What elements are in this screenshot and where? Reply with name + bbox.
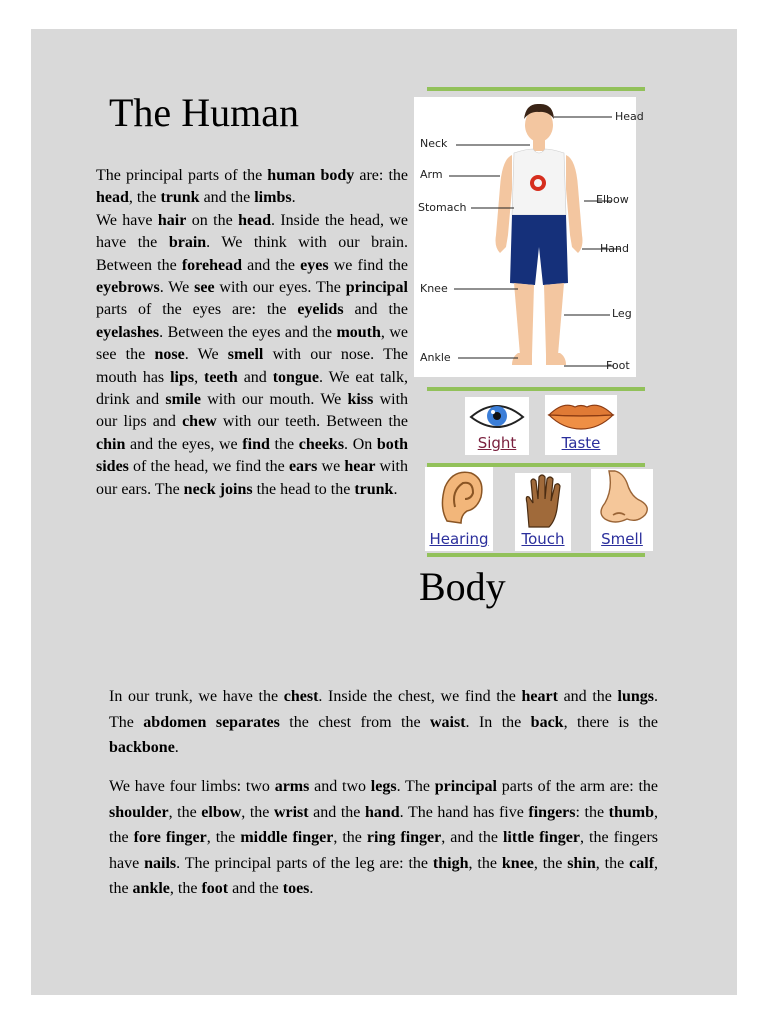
key-term: brain [168,234,207,252]
key-term: eyes [300,256,329,274]
document-page [31,29,737,995]
key-term: legs [370,778,397,795]
key-term: teeth [204,368,238,386]
paragraph-trunk: In our trunk, we have the chest. Inside the chest, we find the heart and the lungs. The abdomen separates the chest from the waist. In the back, there is the backbone. [109,688,659,757]
trunk-description [109,684,658,761]
key-term: eyelids [297,301,344,319]
title-the-human: The Human [109,90,299,135]
caption-taste: Taste [561,434,601,452]
key-term: cheeks [298,435,345,453]
key-term: fore finger [133,829,207,847]
key-term: principal [345,279,408,297]
paragraph-head-parts: We have hair on the head. Inside the head, we have the brain. We think with our brain. Between the forehead and the eyes we find the eyebrows. We see with our eyes. The principal parts of the eyes are: the eyelids and the eyelashes. Between the eyes and the mouth, we see the nose. We smell with our nose. The mouth has lips, teeth and tongue. We eat talk, drink and smile with our mouth. We kiss with our lips and chew with our teeth. Between the chin and the eyes, we find the cheeks. On both sides of the head, we find the ears we hear with our ears. The neck joins the head to the trunk. [96,211,409,498]
key-term: foot [201,880,229,898]
key-term: head [96,189,129,207]
key-term: fingers [528,803,576,821]
key-term: lungs [617,688,654,705]
sense-smell [591,469,653,551]
key-term: kiss [347,391,374,409]
key-term: trunk [354,480,394,498]
caption-smell: Smell [601,530,643,548]
key-term: elbow [201,803,242,821]
nose-icon [591,469,653,527]
paragraph-limbs: We have four limbs: two arms and two legs. The principal parts of the arm are: the shoulder, the elbow, the wrist and the hand. The hand has five fingers: the thumb, the fore finger, the middle finger, the ring finger, and the little finger, the fingers have nails. The principal parts of the leg are: the thigh, the knee, the shin, the calf, the ankle, the foot and the toes. [109,778,659,898]
key-term: human [267,167,316,184]
green-rule [427,387,645,391]
green-rule [427,553,645,557]
key-term: thigh [432,854,469,872]
key-term: both sides [96,435,409,476]
green-rule [427,87,645,91]
label-elbow: Elbow [596,193,629,206]
lips-icon [545,395,617,433]
limbs-description [109,774,658,902]
key-term: toes [282,880,310,898]
key-term: principal [434,778,497,795]
key-term: mouth [336,323,381,341]
key-term: see [194,279,215,297]
sense-touch [515,473,571,551]
key-term: forehead [181,256,242,274]
hand-icon [515,473,571,529]
caption-sight: Sight [477,434,517,452]
key-term: hand [364,803,400,821]
key-term: nose [154,346,185,364]
sense-taste [545,395,617,455]
label-ankle: Ankle [420,351,451,364]
key-term: backbone [109,739,175,757]
label-hand: Hand [600,242,629,255]
key-term: shin [567,854,596,872]
key-term: waist [429,713,466,731]
label-neck: Neck [420,137,448,150]
key-term: hair [157,211,187,229]
label-knee: Knee [420,282,448,295]
key-term: chest [283,688,319,705]
head-description [96,165,408,501]
key-term: tongue [272,368,319,386]
label-head: Head [615,110,644,123]
key-term: hear [344,458,376,476]
key-term: nails [144,854,177,872]
key-term: ankle [132,880,170,898]
label-leg: Leg [612,307,632,320]
key-term: eyebrows [96,279,160,297]
eye-icon [465,397,529,437]
key-term: little finger [502,829,580,847]
key-term: head [238,211,271,229]
key-term: chin [96,435,126,453]
label-stomach: Stomach [418,201,467,214]
body-diagram [414,97,644,377]
key-term: arms [274,778,310,795]
key-term: trunk [160,189,200,207]
key-term: calf [629,854,655,872]
key-term: abdomen separates [143,713,280,731]
key-term: knee [501,854,534,872]
key-term: ring finger [366,829,442,847]
key-term: thumb [608,803,655,821]
key-term: smile [165,391,201,409]
key-term: lips [170,368,195,386]
key-term: find [242,435,270,453]
caption-touch: Touch [521,530,565,548]
key-term: smell [227,346,264,364]
key-term: shoulder [109,803,169,821]
label-foot: Foot [606,359,630,372]
key-term: ears [288,458,318,476]
key-term: eyelashes [96,323,160,341]
ear-icon [425,467,493,527]
key-term: chew [182,413,217,431]
paragraph-principal-parts: The principal parts of the human body are: the head, the trunk and the limbs. [96,167,409,207]
key-term: neck joins [183,480,253,498]
key-term: limbs [254,189,292,207]
key-term: wrist [273,803,309,821]
key-term: middle finger [240,829,334,847]
caption-hearing: Hearing [429,530,489,548]
key-term: heart [521,688,558,705]
key-term: body [320,167,355,184]
key-term: back [530,713,564,731]
sense-sight [465,397,529,455]
sense-hearing [425,467,493,551]
title-body: Body [419,564,506,609]
label-arm: Arm [420,168,443,181]
